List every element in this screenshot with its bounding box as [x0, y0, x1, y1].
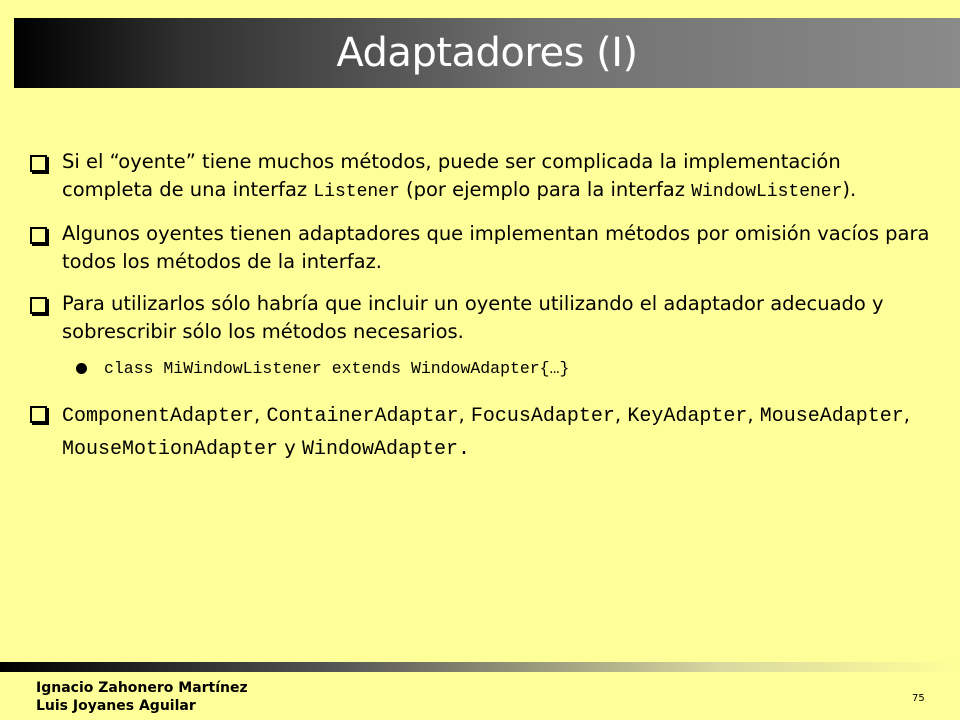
- adapter-6: MouseMotionAdapter: [62, 438, 279, 461]
- author-2: Luis Joyanes Aguilar: [36, 698, 196, 714]
- adapter-5: MouseAdapter: [759, 405, 904, 428]
- adapter-2: ContainerAdaptar: [266, 405, 459, 428]
- bullet-2: [30, 220, 930, 276]
- slide-content: [30, 148, 930, 479]
- footer-bar: [0, 662, 960, 672]
- separator: ,: [254, 403, 267, 426]
- adapter-7: WindowAdapter: [301, 438, 459, 461]
- title-bar: [14, 18, 960, 88]
- dot-bullet-icon: [76, 363, 87, 374]
- bullet-1-code-a: Listener: [313, 182, 400, 202]
- separator: ,: [747, 403, 760, 426]
- conjunction: y: [278, 436, 302, 459]
- checkbox-bullet-icon: [30, 155, 47, 172]
- author-1: Ignacio Zahonero Martínez: [36, 680, 248, 696]
- checkbox-bullet-icon: [30, 227, 47, 244]
- checkbox-bullet-icon: [30, 297, 47, 314]
- bullet-1: [30, 148, 930, 206]
- separator: ,: [458, 403, 471, 426]
- bullet-2-text: Algunos oyentes tienen adaptadores que implementan métodos por omisión vacíos para todos los métodos de la interfaz.: [62, 222, 930, 273]
- page-number: 75: [912, 693, 925, 704]
- sub-bullet: [30, 354, 930, 383]
- bullet-1-text-c: ).: [842, 178, 857, 201]
- adapter-4: KeyAdapter: [627, 405, 748, 428]
- sub-bullet-code: class MiWindowListener extends WindowAdapter{…}: [104, 359, 570, 378]
- bullet-3: [30, 290, 930, 346]
- bullet-3-text: Para utilizarlos sólo habría que incluir un oyente utilizando el adaptador adecuado y sobrescribir sólo los métodos necesarios.: [62, 292, 884, 343]
- adapter-3: FocusAdapter: [470, 405, 615, 428]
- bullet-4: [30, 399, 930, 465]
- bullet-1-text-a: Si el “oyente” tiene muchos métodos, puede ser complicada la implementación completa de una interfaz: [62, 150, 841, 201]
- bullet-1-code-b: WindowListener: [691, 182, 843, 202]
- separator: ,: [614, 403, 628, 426]
- checkbox-bullet-icon: [30, 406, 47, 423]
- adapter-1: ComponentAdapter: [62, 405, 255, 428]
- final-period: .: [458, 438, 471, 461]
- bullet-1-text-b: (por ejemplo para la interfaz: [399, 178, 692, 201]
- separator: ,: [903, 403, 910, 426]
- slide-title: Adaptadores (I): [336, 30, 638, 76]
